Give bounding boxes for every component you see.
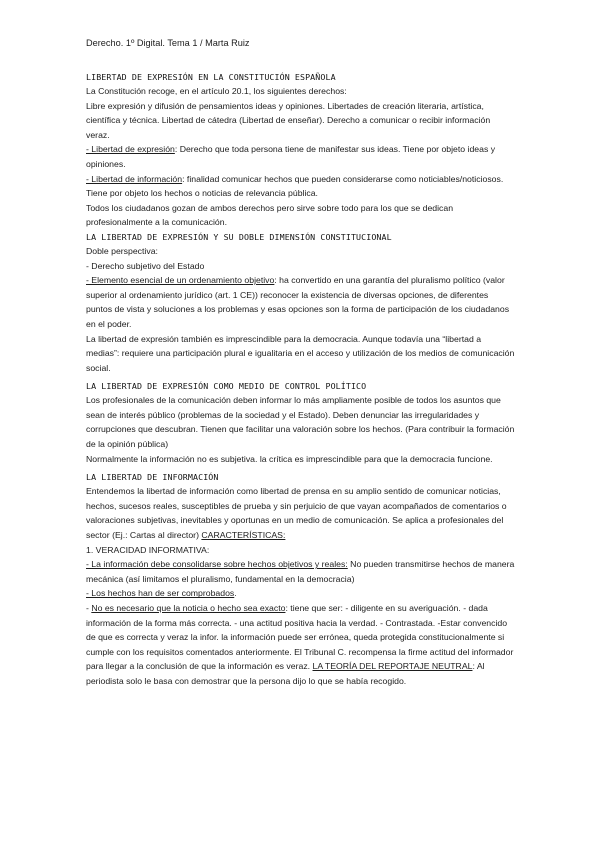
section-title: LIBERTAD DE EXPRESIÓN EN LA CONSTITUCIÓN ESPAÑOLA xyxy=(86,72,336,82)
paragraph-text: Entendemos la libertad de información como libertad de prensa en su amplio sentido de comunicar noticias, hechos, sucesos reales, susceptibles de prueba y sin perjuicio de que vayan acompañados de comentarios o valoraciones subjetivas, inevitables y oportunas en un medio de comunicación. Se aplica a profesionales del sector (Ej.: Cartas al director) xyxy=(86,486,507,541)
paragraph: Doble perspectiva: xyxy=(86,245,158,256)
paragraph xyxy=(86,484,516,542)
term-label: - Los hechos han de ser comprobados xyxy=(86,588,235,599)
section-constitucion xyxy=(86,70,516,230)
paragraph xyxy=(86,273,516,331)
paragraph xyxy=(86,586,516,601)
document-body xyxy=(86,70,516,689)
paragraph: La Constitución recoge, en el artículo 20.1, los siguientes derechos: xyxy=(86,86,347,96)
term-label: No es necesario que la noticia o hecho sea exacto xyxy=(91,603,286,613)
term-text: : Derecho que toda persona tiene de manifestar sus ideas. Tiene por objeto ideas y opiniones. xyxy=(86,144,496,169)
section-libertad-informacion xyxy=(86,470,516,688)
paragraph: La libertad de expresión también es imprescindible para la democracia. Aunque todavía una “libertad a medias”: requiere una participación plural e igualitaria en el acceso y utilización de los medios de comunicación social. xyxy=(86,333,515,373)
term-text: : tiene que ser: - diligente en su averiguación. - dada información de la forma más correcta. - una actitud positiva hacia la verdad. - Contrastada. -Estar convencido de que es correcta y veraz la infor. la información puede ser errónea, queda protegida constitucionalmente si cumple con los requisitos comentados anteriormente. El Tribunal C. recompensa la firme actitud del informador para llegar a la conclusión de que la información es veraz. xyxy=(86,603,514,672)
term-text: . xyxy=(234,588,237,599)
section-title: LA LIBERTAD DE EXPRESIÓN COMO MEDIO DE CONTROL POLÍTICO xyxy=(86,381,367,392)
term-text: : ha convertido en una garantía del pluralismo político (valor superior al ordenamiento jurídico (art. 1 CE)) reconocer la existencia de diversas opciones, de diferentes puntos de vista y soluciones a los problemas y esas opciones son la forma de participación de los ciudadanos en el poder. xyxy=(86,275,510,329)
section-title: LA LIBERTAD DE INFORMACIÓN xyxy=(86,472,219,483)
term-text: No pueden transmitirse hechos de manera mecánica (así limitamos el pluralismo, fundamental en la democracia) xyxy=(86,559,515,584)
term-label: - Libertad de información xyxy=(86,173,183,184)
teoria-label: LA TEORÍA DEL REPORTAJE NEUTRAL xyxy=(312,661,473,672)
paragraph xyxy=(86,557,516,586)
paragraph: Libre expresión y difusión de pensamientos ideas y opiniones. Libertades de creación literaria, artística, científica y técnica. Libertad de cátedra (Libertad de enseñar). Derecho a comunicar o recibir información veraz. xyxy=(86,100,491,140)
section-doble-dimension xyxy=(86,230,516,375)
term-label: - Libertad de expresión xyxy=(86,144,175,155)
paragraph: Normalmente la información no es subjetiva. la crítica es imprescindible para que la democracia funcione. xyxy=(86,453,493,464)
paragraph xyxy=(86,172,516,201)
term-text: : Al periodista solo le basa con demostrar que la persona dijo lo que se había recogido. xyxy=(86,661,485,686)
paragraph: - Derecho subjetivo del Estado xyxy=(86,260,205,271)
section-title: LA LIBERTAD DE EXPRESIÓN Y SU DOBLE DIMENSIÓN CONSTITUCIONAL xyxy=(86,231,392,242)
paragraph: 1. VERACIDAD INFORMATIVA: xyxy=(86,544,210,555)
paragraph xyxy=(86,142,516,171)
term-label: - Elemento esencial de un ordenamiento objetivo xyxy=(86,275,275,286)
paragraph: Todos los ciudadanos gozan de ambos derechos pero sirve sobre todo para los que se dedican profesionalmente a la comunicación. xyxy=(86,202,454,228)
term-text: : finalidad comunicar hechos que pueden considerarse como noticiables/noticiosos. Tiene por objeto los hechos o noticias de relevancia pública. xyxy=(86,173,504,199)
term-label: - La información debe consolidarse sobre hechos objetivos y reales: xyxy=(86,559,348,570)
section-control-politico xyxy=(86,379,516,466)
paragraph xyxy=(86,601,516,689)
caracteristicas-label: CARACTERÍSTICAS: xyxy=(201,530,286,541)
document-header: Derecho. 1º Digital. Tema 1 / Marta Ruiz xyxy=(86,38,250,48)
term-prefix: - xyxy=(86,603,92,613)
paragraph: Los profesionales de la comunicación deben informar lo más ampliamente posible de todos los asuntos que sean de interés público (problemas de la sociedad y el Estado). Deben denunciar las irregularidades y corrupciones que descubran. Tienen que facilitar una valoración sobre los hechos. (Para contribuir la formación de la opinión pública) xyxy=(86,395,515,450)
